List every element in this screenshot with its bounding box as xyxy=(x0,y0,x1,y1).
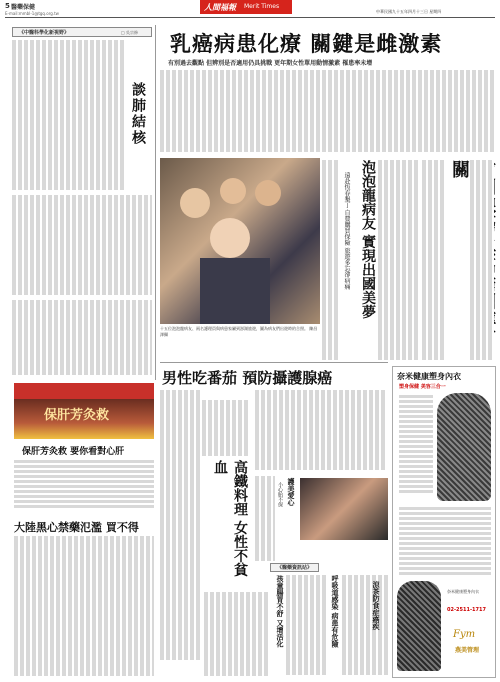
corset-product: 奈米健康塑身內衣 xyxy=(447,589,479,594)
feature-body xyxy=(322,160,340,360)
liver-ad-title: 保肝芳灸救 要你看對心肝 xyxy=(22,447,125,457)
corset-ad-slogan: 塑身保健 美容三合一 xyxy=(399,384,446,390)
photo-figure-3 xyxy=(255,180,281,206)
issue-date: 中華民國九十五年四月十三日 星期四 xyxy=(376,9,442,14)
feature-body-2 xyxy=(378,160,418,360)
column-body-1 xyxy=(12,40,124,190)
china-ban-title: 大陸黑心禁藥氾濫 買不得 xyxy=(14,521,139,534)
beauty-sub: 小心胎不保 xyxy=(277,482,283,507)
column-header: 《中醫科學化新視野》 xyxy=(19,30,70,36)
respiratory-body xyxy=(286,575,326,675)
corset-tel: 02-2511-1717 xyxy=(447,607,486,613)
tomato-body-2 xyxy=(255,390,387,470)
iron-title: 高鐵料理 女性不貧血 xyxy=(212,460,248,577)
lead-body xyxy=(160,70,494,152)
column-divider xyxy=(155,25,156,380)
corset-ad-text xyxy=(399,395,433,495)
corset-brand: 燕美管理 xyxy=(455,647,480,654)
corset-brand-logo: Fym xyxy=(453,629,476,640)
photo-figure-1 xyxy=(180,188,210,218)
photo-shirt xyxy=(200,258,270,324)
column-header-box xyxy=(12,27,152,37)
bottom-left-body xyxy=(204,592,270,676)
respiratory-title: 呼吸道感染 病患有危險 xyxy=(331,575,340,648)
tomato-rule xyxy=(160,362,388,363)
liver-ad-banner xyxy=(14,383,154,399)
corset-ad xyxy=(372,366,496,678)
column-byline: □ 吳宗修 xyxy=(121,30,139,35)
masthead-rule xyxy=(5,17,495,18)
caption-text: 十五位泡泡龍病友、兩名護理員與病患家屬到澎湖旅遊，圖為病友們出遊時的合照。 xyxy=(160,326,308,331)
logo-block xyxy=(200,0,292,14)
photo-figure-2 xyxy=(220,178,246,204)
column-title: 談肺結核 xyxy=(130,82,146,146)
respiratory-sub: 孩童腸胃不舒 又增活化 xyxy=(276,575,285,648)
photo-credit: 陳昌澤攝 xyxy=(160,326,318,337)
tomato-title: 男性吃番茄 預防攝護腺癌 xyxy=(162,369,333,387)
respiratory-body-2 xyxy=(342,575,388,675)
prostate-body-2 xyxy=(470,160,494,360)
beauty-photo xyxy=(300,478,388,540)
feature-photo xyxy=(160,158,320,324)
tomato-body xyxy=(160,390,200,660)
liver-ad-sign: 保肝芳灸救 xyxy=(44,408,110,423)
tea-title: 涼茶防食症癌疾 xyxy=(372,581,381,630)
feature-kicker: 遠赴恆春墾丁 自費購買保險 旅遊多忘卻病痛 xyxy=(343,172,350,290)
liver-ad-body xyxy=(14,460,154,510)
masthead xyxy=(0,0,500,22)
china-ban-body xyxy=(14,536,154,676)
beauty-body xyxy=(255,476,275,561)
iron-body xyxy=(202,400,250,456)
lead-title: 乳癌病患化療 關鍵是雌激素 xyxy=(170,31,443,56)
corset-garment-2 xyxy=(397,581,441,671)
column-body-2 xyxy=(12,195,152,295)
logo: 人間福報 xyxy=(204,2,236,12)
feature-caption xyxy=(160,326,320,356)
feature-title: 泡泡龍病友 實現出國美夢 xyxy=(360,160,376,319)
logo-subtitle: Merit Times xyxy=(244,3,280,10)
column-body-3 xyxy=(12,300,152,375)
page-number: 5 xyxy=(5,2,10,10)
info-station-header: 《醫藥資訊站》 xyxy=(270,563,319,572)
beauty-title: 護美愛心 xyxy=(287,478,296,506)
photo-figure-4 xyxy=(210,218,250,258)
prostate-title: 關 xyxy=(449,160,470,178)
lead-subtitle: 有別過去觀點 但辨別是否適用仍具挑戰 更年期女性單用動情激素 罹患率未增 xyxy=(168,60,373,67)
corset-ad-text-2 xyxy=(399,507,491,577)
corset-garment-1 xyxy=(437,393,491,501)
section-email: E-mail:mmbl-1@tgq.org.tw xyxy=(5,11,59,16)
corset-ad-title: 奈米健康塑身內衣 xyxy=(397,372,461,381)
prostate-body xyxy=(422,160,444,360)
section-name: 醫藥保健 xyxy=(11,4,36,11)
liver-ad-photo xyxy=(14,399,154,439)
